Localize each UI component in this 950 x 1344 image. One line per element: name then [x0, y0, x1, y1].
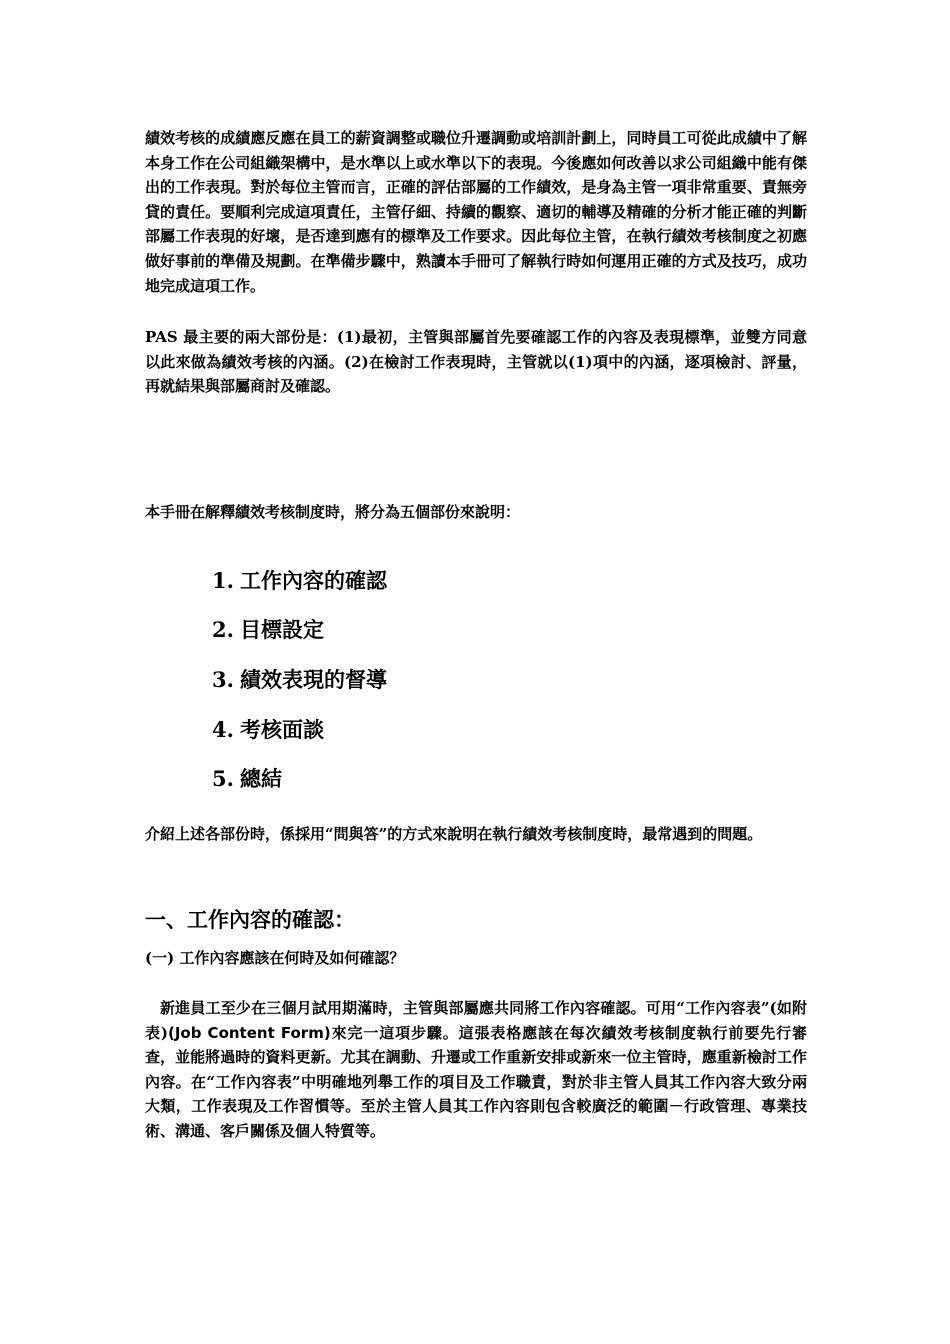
section-heading: 一、工作內容的確認：	[145, 907, 355, 932]
list-item-number: 5.	[212, 766, 234, 792]
section-question: (一) 工作內容應該在何時及如何確認？	[145, 949, 405, 967]
list-item-number: 2.	[212, 617, 234, 643]
list-item	[212, 705, 387, 755]
list-item-label: 考核面談	[240, 716, 324, 742]
sections-list	[212, 556, 387, 804]
list-item-label: 績效表現的督導	[240, 666, 387, 692]
section-answer-paragraph	[145, 996, 807, 1144]
answer-text-part-2: 來完一這項步驟。這張表格應該在每次績效考核制度執行前要先行審查，並能將過時的資料更新。尤其在調動、升遷或工作重新安排或新來一位主管時，應重新檢討工作內容。在“工作內容表”中明確地列舉工作的項目及工作職責，對於非主管人員其工作內容大致分兩大類，工作表現及工作習慣等。至於主管人員其工作內容則包含較廣泛的範圍－行政管理、專業技術、溝通、客戶關係及個人特質等。	[145, 1023, 807, 1140]
outro-paragraph: 介紹上述各部份時，係採用“問與答”的方式來說明在執行績效考核制度時，最常遇到的問題。	[145, 825, 763, 843]
list-item	[212, 655, 387, 705]
list-item-number: 1.	[212, 567, 234, 593]
list-item-label: 目標設定	[240, 617, 324, 643]
list-item	[212, 556, 387, 606]
form-name: (Job Content Form)	[167, 1023, 331, 1042]
list-item-number: 4.	[212, 716, 234, 742]
intro-paragraph-3: 本手冊在解釋績效考核制度時，將分為五個部份來說明：	[145, 503, 521, 521]
list-item-label: 工作內容的確認	[240, 567, 387, 593]
list-item-number: 3.	[212, 666, 234, 692]
list-item	[212, 754, 387, 804]
list-item	[212, 606, 387, 656]
intro-paragraph-1: 績效考核的成績應反應在員工的薪資調整或職位升遷調動或培訓計劃上，同時員工可從此成績中了解本身工作在公司組織架構中，是水準以上或水準以下的表現。今後應如何改善以求公司組織中能有傑出的工作表現。對於每位主管而言，正確的評估部屬的工作績效，是身為主管一項非常重要、責無旁貸的責任。要順利完成這項責任，主管仔細、持續的觀察、適切的輔導及精確的分析才能正確的判斷部屬工作表現的好壞，是否達到應有的標準及工作要求。因此每位主管，在執行績效考核制度之初應做好事前的準備及規劃。在準備步驟中，熟讀本手冊可了解執行時如何運用正確的方式及技巧，成功地完成這項工作。	[145, 129, 807, 295]
intro-paragraph-2: PAS 最主要的兩大部份是：(1)最初，主管與部屬首先要確認工作的內容及表現標準，並雙方同意以此來做為績效考核的內涵。(2)在檢討工作表現時，主管就以(1)項中的內涵，逐項檢討、評量，再就結果與部屬商討及確認。	[145, 328, 807, 396]
answer-text-part-1: 新進員工至少在三個月試用期滿時，主管與部屬應共同將工作內容確認。可用“工作內容表”(如附表)	[145, 999, 807, 1042]
list-item-label: 總結	[240, 766, 282, 792]
